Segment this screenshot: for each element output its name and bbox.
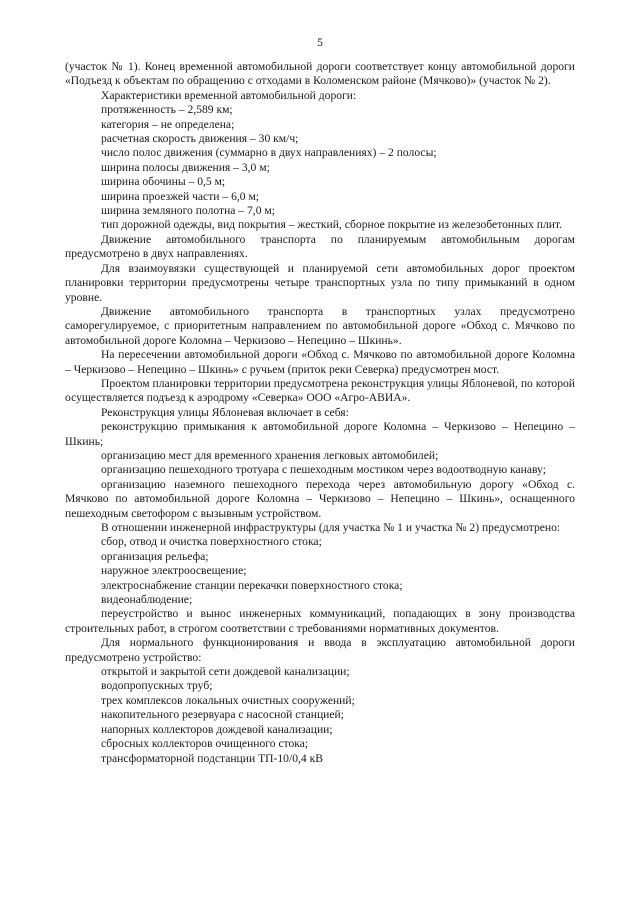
paragraph: открытой и закрытой сети дождевой канализации; xyxy=(101,665,350,679)
paragraph: наружное электроосвещение; xyxy=(101,564,247,578)
paragraph: (участок № 1). Конец временной автомобильной дороги соответствует концу автомобильной дороги «Подъезд к объектам по обращению с отходами в Коломенском районе (Мячково)» (участок № 2). xyxy=(65,60,575,88)
paragraph: расчетная скорость движения – 30 км/ч; xyxy=(101,132,299,146)
paragraph: трансформаторной подстанции ТП-10/0,4 кВ xyxy=(101,751,323,765)
paragraph: трех комплексов локальных очистных сооружений; xyxy=(101,693,355,707)
paragraph: протяженность – 2,589 км; xyxy=(101,103,233,117)
paragraph: переустройство и вынос инженерных коммуникаций, попадающих в зону производства строительных работ, в строгом соответствии с требованиями нормативных документов. xyxy=(65,607,575,635)
paragraph: категория – не определена; xyxy=(101,117,235,131)
paragraph: Движение автомобильного транспорта в транспортных узлах предусмотрено саморегулируемое, с приоритетным направлением по автомобильной дороге «Обход с. Мячково по автомобильной дороге Коломна – Черкизово – Непецино – Шкинь». xyxy=(65,304,575,347)
paragraph: Для взаимоувязки существующей и планируемой сети автомобильных дорог проектом планировки территории предусмотрены четыре транспортных узла по типу примыканий в одном уровне. xyxy=(65,261,575,304)
paragraph: напорных коллекторов дождевой канализации; xyxy=(101,722,333,736)
paragraph: Реконструкция улицы Яблоневая включает в себя: xyxy=(101,405,349,419)
paragraph: На пересечении автомобильной дороги «Обход с. Мячково по автомобильной дороге Коломна – Черкизово – Непецино – Шкинь» с ручьем (приток реки Северка) предусмотрен мост. xyxy=(65,348,575,376)
paragraph: организацию мест для временного хранения легковых автомобилей; xyxy=(101,448,439,462)
paragraph: видеонаблюдение; xyxy=(101,593,193,607)
paragraph: тип дорожной одежды, вид покрытия – жесткий, сборное покрытие из железобетонных плит. xyxy=(101,218,563,232)
document-body xyxy=(65,60,575,766)
paragraph: сбросных коллекторов очищенного стока; xyxy=(101,737,309,751)
paragraph: Для нормального функционирования и ввода в эксплуатацию автомобильной дороги предусмотрено устройство: xyxy=(65,636,575,664)
paragraph: накопительного резервуара с насосной станцией; xyxy=(101,708,344,722)
paragraph: В отношении инженерной инфраструктуры (для участка № 1 и участка № 2) предусмотрено: xyxy=(101,521,561,534)
paragraph: электроснабжение станции перекачки поверхностного стока; xyxy=(101,578,403,592)
paragraph: ширина полосы движения – 3,0 м; xyxy=(101,160,270,174)
paragraph: ширина земляного полотна – 7,0 м; xyxy=(101,204,275,218)
paragraph: число полос движения (суммарно в двух направлениях) – 2 полосы; xyxy=(101,146,437,160)
paragraph: организация рельефа; xyxy=(101,549,209,563)
page-number: 5 xyxy=(317,36,323,49)
paragraph: ширина проезжей части – 6,0 м; xyxy=(101,189,260,203)
paragraph: сбор, отвод и очистка поверхностного стока; xyxy=(101,535,322,549)
paragraph: ширина обочины – 0,5 м; xyxy=(101,175,226,189)
paragraph: водопропускных труб; xyxy=(101,679,213,693)
paragraph: реконструкцию примыкания к автомобильной дороге Коломна – Черкизово – Непецино – Шкинь; xyxy=(65,420,575,448)
paragraph: организацию пешеходного тротуара с пешеходным мостиком через водоотводную канаву; xyxy=(101,463,546,477)
paragraph: Проектом планировки территории предусмотрена реконструкция улицы Яблоневой, по которой осуществляется подъезд к аэродрому «Северка» ООО «Агро-АВИА». xyxy=(65,376,575,405)
paragraph: Характеристики временной автомобильной дороги: xyxy=(101,88,357,102)
paragraph: Движение автомобильного транспорта по планируемым автомобильным дорогам предусмотрено в двух направлениях. xyxy=(65,232,575,261)
paragraph: организацию наземного пешеходного перехода через автомобильную дорогу «Обход с. Мячково по автомобильной дороге Коломна – Черкизово – Непецино – Шкинь», оснащенного пешеходным светофором с вызывным устройством. xyxy=(65,477,575,520)
